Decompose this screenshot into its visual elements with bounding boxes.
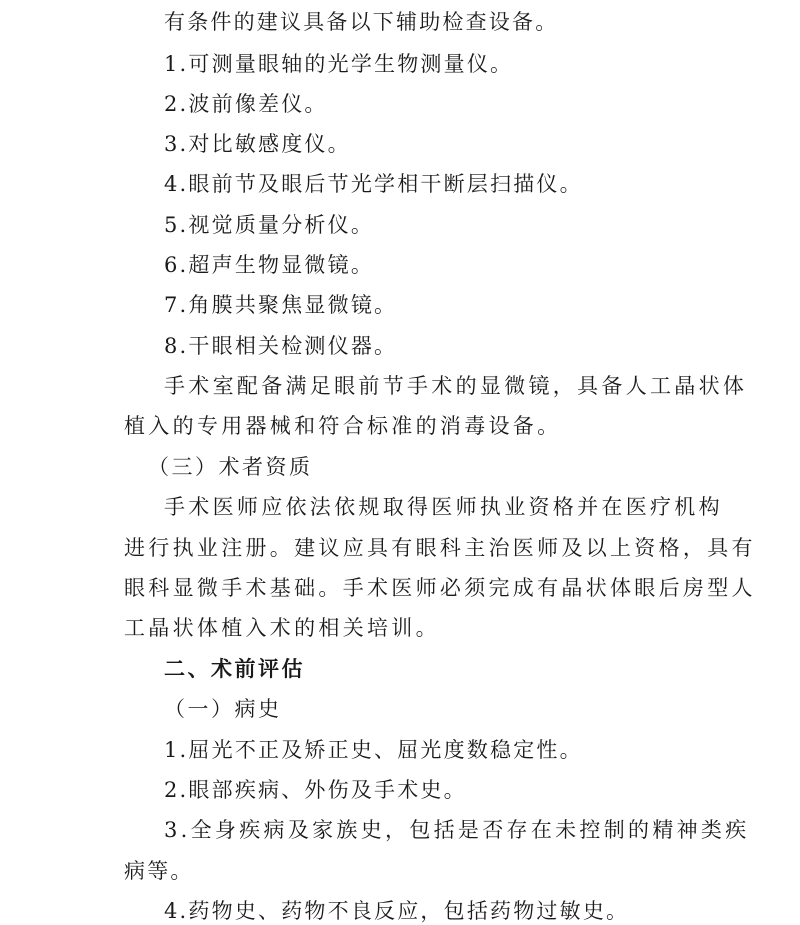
equipment-item: 3.对比敏感度仪。: [164, 132, 351, 156]
history-item: 1.屈光不正及矫正史、屈光度数稳定性。: [164, 738, 583, 762]
history-item: 病等。: [124, 859, 194, 883]
section-heading-preop: 二、术前评估: [164, 657, 305, 681]
equipment-item: 7.角膜共聚焦显微镜。: [164, 293, 398, 317]
history-item: 3.全身疾病及家族史，包括是否存在未控制的精神类疾: [164, 818, 750, 842]
history-item: 4.药物史、药物不良反应，包括药物过敏史。: [164, 899, 630, 923]
surgeon-text: 眼科显微手术基础。手术医师必须完成有晶状体眼后房型人: [124, 576, 756, 600]
surgeon-text: 进行执业注册。建议应具有眼科主治医师及以上资格，具有: [124, 536, 756, 560]
equipment-item: 2.波前像差仪。: [164, 92, 328, 116]
intro-text: 有条件的建议具备以下辅助检查设备。: [164, 10, 559, 34]
surgeon-text: 手术医师应依法依规取得医师执业资格并在医疗机构: [164, 495, 723, 519]
equipment-item: 8.干眼相关检测仪器。: [164, 334, 398, 358]
section-heading-surgeon: （三）术者资质: [148, 455, 313, 479]
operating-room-text: 手术室配备满足眼前节手术的显微镜，具备人工晶状体: [164, 374, 748, 398]
equipment-item: 1.可测量眼轴的光学生物测量仪。: [164, 52, 514, 76]
equipment-item: 5.视觉质量分析仪。: [164, 213, 375, 237]
equipment-item: 4.眼前节及眼后节光学相干断层扫描仪。: [164, 172, 583, 196]
subsection-heading-history: （一）病史: [164, 697, 282, 721]
history-item: 2.眼部疾病、外伤及手术史。: [164, 778, 467, 802]
operating-room-text: 植入的专用器械和符合标准的消毒设备。: [124, 414, 562, 438]
equipment-item: 6.超声生物显微镜。: [164, 253, 375, 277]
surgeon-text: 工晶状体植入术的相关培训。: [124, 616, 440, 640]
